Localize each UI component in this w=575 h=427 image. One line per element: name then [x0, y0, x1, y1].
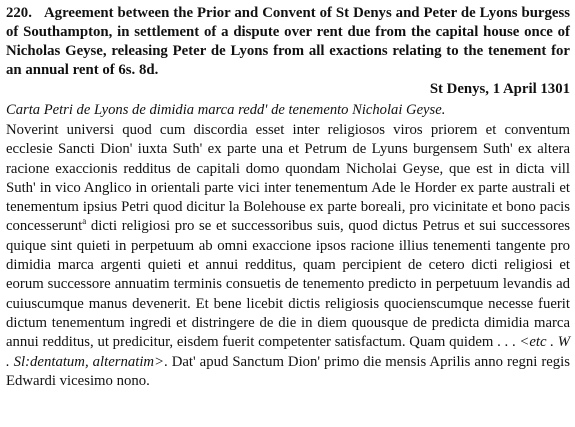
footnote-mark: a: [82, 216, 87, 227]
place-date: St Denys, 1 April 1301: [429, 81, 570, 97]
document-page: [6, 4, 570, 391]
charter-text-continued: dicti religiosi pro se et successoribus suis, quod dictus Petrus et sui successores quique sint quieti in perpetuum ab omni exaccione ipsos racione illius tenementi tangente pro dimidia marca argenti quieti et annui redditus, quam percipient de cetero dicti religiosi et eorum successore annuatim terminis consuetis de tenemento predicto in perpetuum levandis ad cuiuscumque manus devenerit. Et bene licebit dictis religiosis quocienscumque necesse fuerit dictum tenementum ingredi et distringere de die in diem quousque de predicta dimidia marca annui redditus, ut predicitur, eisdem fuerit competenter satisfactum. Quam quidem . . .: [6, 218, 570, 351]
entry-heading: [6, 4, 570, 80]
charter-text-main: Noverint universi quod cum discordia esset inter religiosos viros priorem et conventum ecclesie Sancti Dion' iuxta Suth' ex parte una et Petrum de Lyuns burgensem Suth' ex altera racione exaccionis redditus de capitali domo quondam Nicholai Geyse, que est in dicta vill Suth' in vico Anglico in orientali parte vici inter tenementum Ade le Horder ex parte australi et tenementum ipsius Petri quod dicitur la Bolehouse ex parte boreali, pro vicinitate et bono pacis concesserunt: [6, 122, 570, 235]
charter-text-end: . Dat' apud Sanctum Dion' primo die mensis Aprilis anno regni regis Edwardi vicesimo nono.: [6, 353, 570, 389]
entry-rent-shillings: 6s.: [118, 62, 136, 78]
entry-rent-pence: 8d.: [138, 62, 159, 78]
rubric: Carta Petri de Lyons de dimidia marca redd' de tenemento Nicholai Geyse.: [6, 102, 446, 118]
editorial-note: <etc . W . Sl:dentatum, alternatim>: [6, 334, 570, 370]
entry-title: Agreement between the Prior and Convent of St Denys and Peter de Lyons burgess of Southampton, in settlement of a dispute over rent due from the capital house once of Nicholas Geyse, releasing Peter de Lyons from all exactions relating to the tenement for an annual rent of: [6, 5, 570, 78]
charter-text: [6, 121, 570, 391]
entry-number: 220.: [6, 5, 32, 21]
